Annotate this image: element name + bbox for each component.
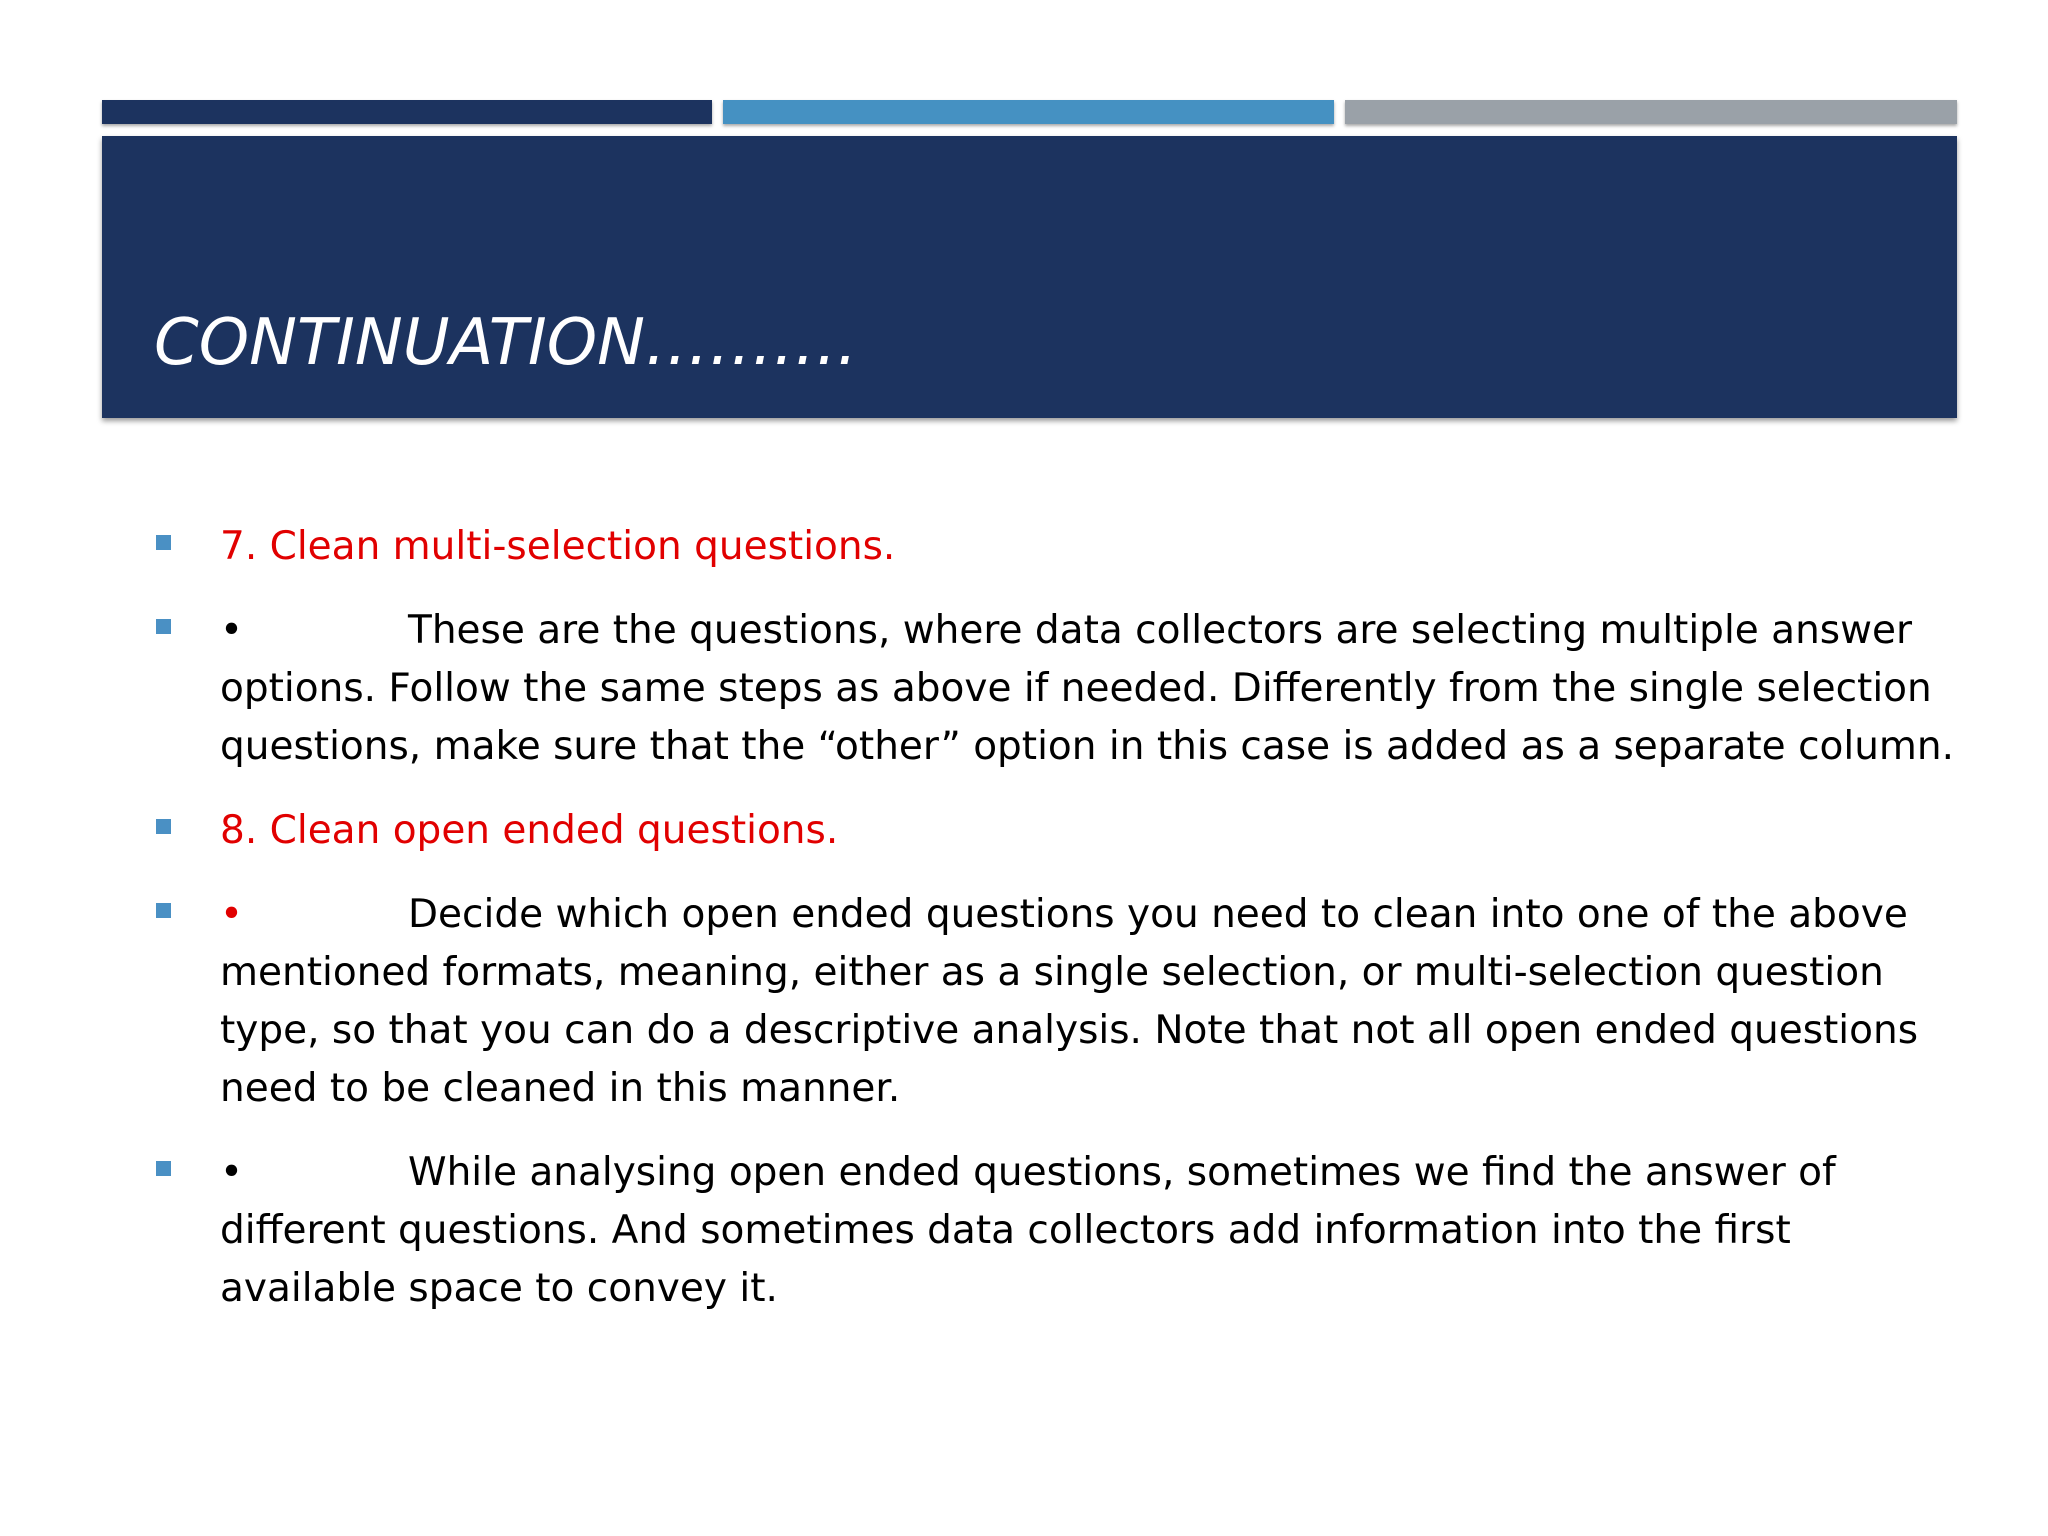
- item-number: 8: [220, 808, 245, 853]
- square-bullet-icon: [156, 619, 171, 634]
- dot-marker: •: [220, 892, 244, 937]
- square-bullet-icon: [156, 535, 171, 550]
- accent-bar-gray: [1345, 100, 1957, 124]
- item-line: type, so that you can do a descriptive analysis. Note that not all open ended questions: [220, 1008, 1919, 1053]
- item-line: • These are the questions, where data collectors are selecting multiple answer: [220, 608, 1913, 653]
- title-band: [102, 136, 1957, 418]
- square-bullet-icon: [156, 819, 171, 834]
- item-line: different questions. And sometimes data collectors add information into the first: [220, 1208, 1791, 1253]
- list-item-open-ended: [152, 886, 1922, 1118]
- item-heading: 7. Clean multi-selection questions.: [220, 524, 896, 569]
- list-item-7: [152, 518, 1922, 576]
- square-bullet-icon: [156, 903, 171, 918]
- list-item-8: [152, 802, 1922, 860]
- item-line: • While analysing open ended questions, sometimes we find the answer of: [220, 1150, 1836, 1195]
- item-line: need to be cleaned in this manner.: [220, 1066, 901, 1111]
- bullet-list: [152, 518, 1955, 1344]
- dot-marker: •: [220, 1150, 244, 1195]
- square-bullet-icon: [156, 1161, 171, 1176]
- accent-bar-dark: [102, 100, 712, 124]
- item-line: available space to convey it.: [220, 1266, 778, 1311]
- item-heading-text: . Clean open ended questions.: [244, 808, 839, 853]
- list-item-analysing: [152, 1144, 1922, 1318]
- item-line: questions, make sure that the “other” option in this case is added as a separate column.: [220, 724, 1955, 769]
- item-line: mentioned formats, meaning, either as a single selection, or multi-selection question: [220, 950, 1884, 995]
- item-heading: [220, 802, 1922, 860]
- list-item-multi-selection: [152, 602, 1955, 776]
- item-line: • Decide which open ended questions you need to clean into one of the above: [220, 892, 1908, 937]
- dot-marker: •: [220, 608, 244, 653]
- slide-title: CONTINUATION……….: [154, 306, 858, 380]
- item-line: options. Follow the same steps as above if needed. Differently from the single selection: [220, 666, 1932, 711]
- accent-bar-blue: [723, 100, 1334, 124]
